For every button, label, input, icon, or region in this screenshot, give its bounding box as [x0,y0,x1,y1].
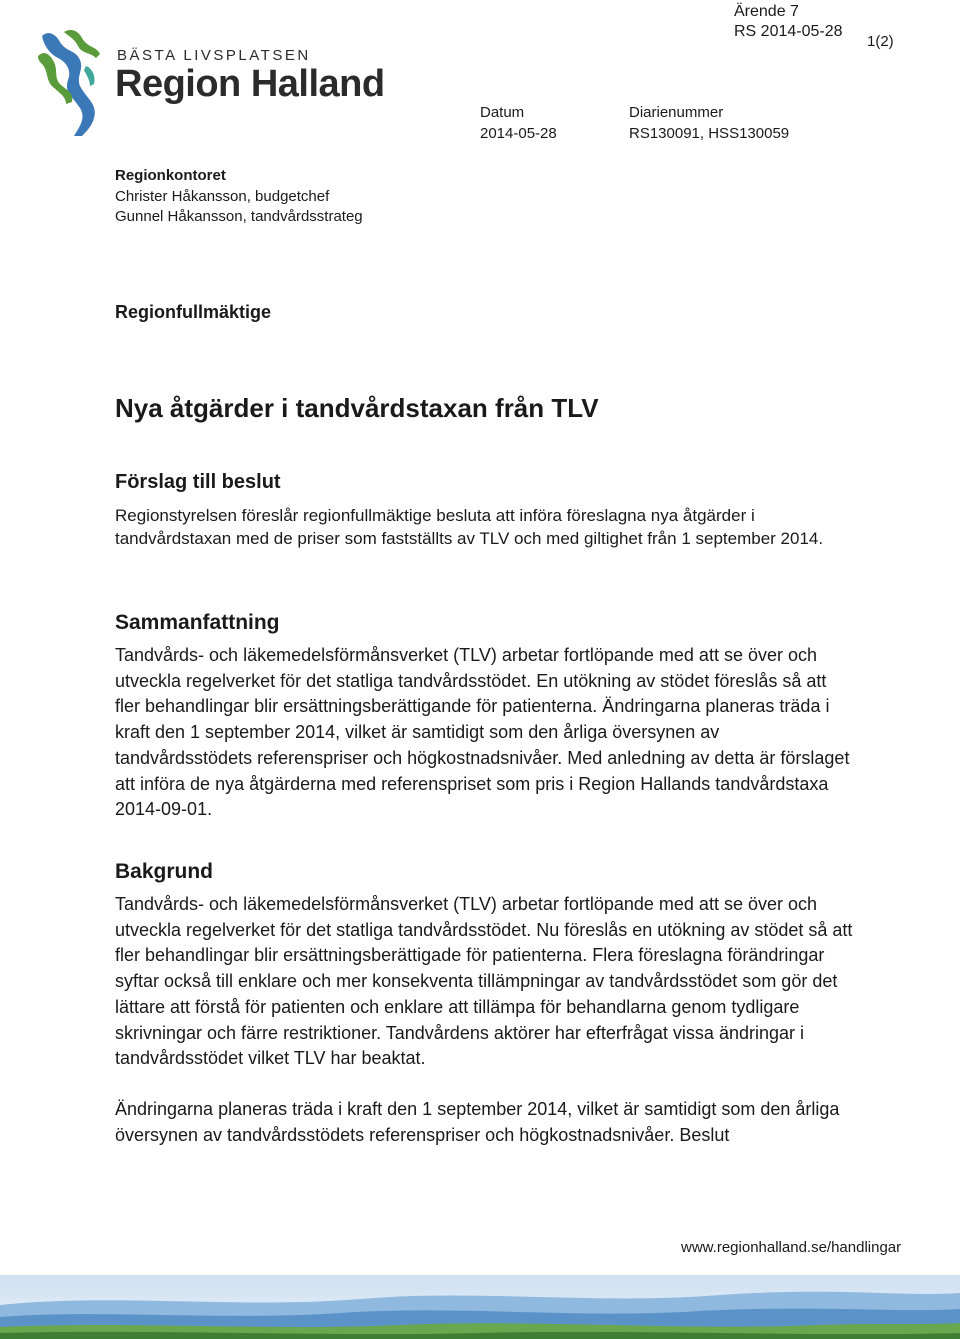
sender-person: Christer Håkansson, budgetchef [115,187,330,205]
summary-text: Tandvårds- och läkemedelsförmånsverket (TLV) arbetar fortlöpande med att se över och utveckla regelverket för det statliga tandvårdsstödet. En utökning av stödet föreslås så att fler behandlingar blir ersättningsberättigande för patienterna. Ändringarna planeras träda i kraft den 1 september 2014, vilket är samtidigt som den årliga översynen av tandvårdsstödets referenspriser och högkostnadsnivåer. Med anledning av detta är förslaget att införa de nya åtgärderna med referenspriset som pris i Region Hallands tandvårdstaxa 2014-09-01. [115,645,850,820]
background-heading: Bakgrund [115,860,214,883]
case-reference [734,2,843,42]
sender-person: Gunnel Håkansson, tandvårdsstrateg [115,208,363,225]
diary-value: RS130091, HSS130059 [629,125,790,142]
logo-tagline: BÄSTA LIVSPLATSEN [117,47,311,64]
diary-label: Diarienummer [629,104,724,121]
page-number: 1(2) [867,33,894,50]
logo-name: Region Halland [115,63,385,105]
sender-org: Regionkontoret [115,167,226,184]
sender-block [115,166,363,228]
date-value: 2014-05-28 [480,125,557,142]
date-block [480,102,557,144]
proposal-text: Regionstyrelsen föreslår regionfullmäktige besluta att införa föreslagna nya åtgärder i tandvårdstaxan med de priser som fastställts av TLV och med giltighet från 1 september 2014. [115,506,824,548]
summary-heading: Sammanfattning [115,611,280,634]
background-paragraph: Ändringarna planeras träda i kraft den 1 september 2014, vilket är samtidigt som den årliga översynen av tandvårdsstödets referenspriser och högkostnadsnivåer. Beslut [115,1099,840,1145]
region-halland-logo-icon [36,26,106,138]
recipient: Regionfullmäktige [115,302,272,322]
footer-url: www.regionhalland.se/handlingar [681,1239,902,1256]
case-ref: RS 2014-05-28 [734,23,843,40]
date-label: Datum [480,104,525,121]
case-number: Ärende 7 [734,3,799,20]
proposal-heading: Förslag till beslut [115,471,281,493]
footer-landscape-band [0,1275,960,1339]
diary-block [629,102,789,144]
document-title: Nya åtgärder i tandvårdstaxan från TLV [115,393,599,423]
background-paragraph: Tandvårds- och läkemedelsförmånsverket (TLV) arbetar fortlöpande med att se över och utveckla regelverket för det statliga tandvårdsstödet. Nu föreslås en utökning av stödet så att fler behandlingar blir ersättningsberättigade för patienterna. Flera föreslagna förändringar syftar också till enklare och mer konsekventa tillämpningar av tandvårdsstödet som gör det lättare att förstå för patienten och enklare att tillämpa för behandlarna genom tydligare skrivningar och färre restriktioner. Tandvårdens aktörer har efterfrågat vissa ändringar i tandvårdsstödet vilket TLV har beaktat. [115,894,853,1069]
